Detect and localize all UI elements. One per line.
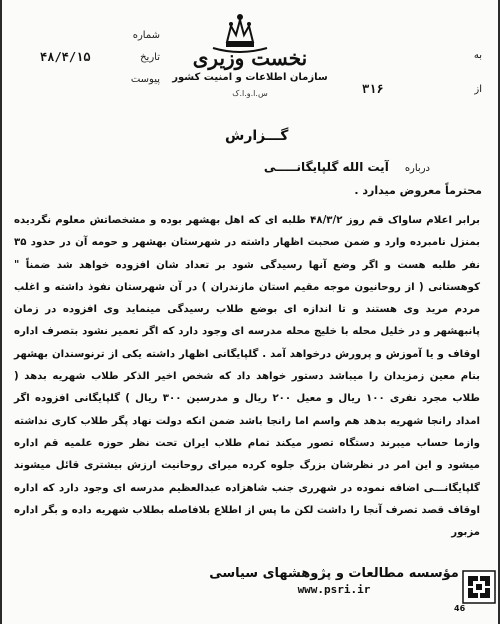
subject-value: آیت الله گلپایگانـــــی — [263, 160, 389, 174]
scan-edge-left — [0, 0, 2, 624]
report-body — [14, 210, 480, 544]
agency-code: س.ا.و.ا.ک — [232, 89, 268, 98]
salutation: محترماً معروض میدارد . — [354, 184, 482, 197]
from-row — [362, 72, 482, 106]
page-number: 46 — [454, 604, 466, 613]
to-label: به — [473, 49, 482, 61]
attachment-label: پیوست — [130, 73, 160, 85]
archive-watermark — [208, 566, 460, 616]
report-title: گـــزارش — [225, 128, 289, 144]
date-row — [40, 46, 160, 68]
agency-title: سازمان اطلاعات و امنیت کشور — [172, 72, 328, 83]
from-value: ۳۱۶ — [362, 82, 384, 96]
number-label: شماره — [132, 29, 160, 41]
date-label: تاریخ — [140, 51, 160, 63]
to-row — [362, 38, 482, 72]
header-meta-left — [40, 24, 160, 90]
organization-header — [170, 46, 330, 98]
watermark-url: www.psri.ir — [297, 583, 371, 596]
body-paragraph: برابر اعلام ساواک قم روز ۴۸/۳/۲ طلبه ای که اهل بهشهر بوده و مشخصاتش معلوم نگردیده بمنزل نامبرده وارد و ضمن صحبت اظهار داشته در شهرستان بهشهر و حومه آن در حدود ۳۵ نفر طلبه هست و اگر وضع آنها رسیدگی شود بر تعداد شان افزوده خواهد شد ضمناً " کوهستانی ( از روحانیون موجه مقیم استان مازندران ) در آن شهرستان نفوذ داشته و اغلب مردم مرید وی هستند و تا اندازه ای بوضع طلاب رسیدگی مینماید وی افزوده در زمان پانبهشهر و در خلیل محله با خلیج محله مدرسه ای وجود دارد که اگر تعمیر نشود بتصرف اداره اوقاف و یا آموزش و پرورش درخواهد آمد . گلپایگانی اظهار داشته یکی از ترنوسندان بهشهر بنام معین زمزیدان را میباشد دستور خواهد داد که شخص اخیر الذکر طلاب شهریه بدهد ( طلاب مجرد نفری ۱۰۰ ریال و معیل ۲۰۰ ریال و مدرسین ۳۰۰ ریال ) گلپایگانی افزوده اگر امداد رانجا شهریه بدهد هم واسم اما رانجا باشد ضمن انکه دولت نهاد پگر طلاب کاری نداشته وازما حساب میبرند دستگاه تصور میکند تمام طلاب ایران تحت نظر حوزه علمیه قم اداره میشود و این امر در نظرشان بزرگ جلوه کرده میرای روحانیت ارزش بیشتری قائل میشوند گلپایگانـــی اضافه نموده در شهرری جنب شاهزاده عبدالعظیم مدرسه ای وجود دارد که اداره اوقاف قصد تصرف آنجا را داشت لکن ما پس از اطلاع بلافاصله بطلاب شهریه داده و بگر اداره مزبور — [14, 215, 480, 539]
institute-logo-icon — [462, 570, 496, 604]
ministry-title: نخست وزیری — [192, 46, 308, 70]
subject-label: درباره — [404, 163, 430, 174]
watermark-name: مؤسسه مطالعات و پژوهشهای سیاسی — [209, 566, 459, 581]
attachment-row — [40, 68, 160, 90]
date-value: ۴۸/۴/۱۵ — [40, 50, 91, 64]
header-meta-right — [362, 38, 482, 106]
number-row — [40, 24, 160, 46]
subject-line — [264, 160, 430, 174]
from-label: از — [474, 83, 482, 95]
